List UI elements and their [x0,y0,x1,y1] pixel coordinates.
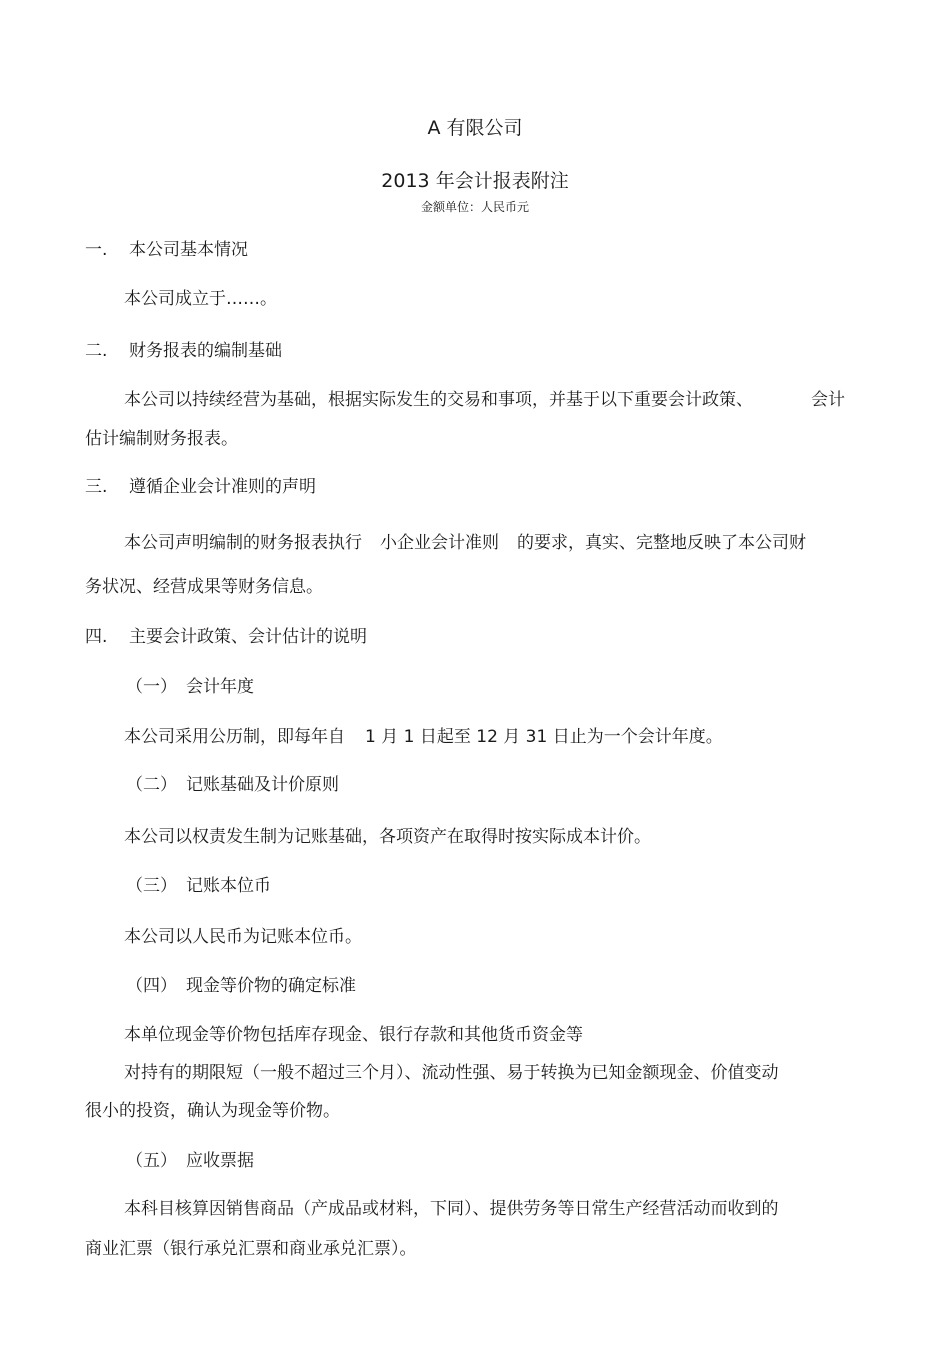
section-heading-4 [85,626,367,648]
paragraph: 本公司成立于……。 [124,289,277,309]
company-name: A 有限公司 [427,117,523,139]
paragraph-line: 本科目核算因销售商品（产成品或材料，下同）、提供劳务等日常生产经营活动而收到的 [124,1199,779,1219]
subsection-heading-1 [126,676,254,698]
subsection-title: 应收票据 [186,1151,254,1171]
section-heading-3 [85,476,316,498]
subsection-heading-4 [126,975,356,997]
subsection-title: 会计年度 [186,677,254,697]
text-run: 本公司声明编制的财务报表执行 [124,533,362,553]
subsection-number: （一） [126,677,177,697]
subsection-title: 记账本位币 [186,876,271,896]
section-title: 财务报表的编制基础 [129,341,282,361]
section-number: 二. [85,341,108,361]
paragraph-line: 商业汇票（银行承兑汇票和商业承兑汇票）。 [85,1239,417,1259]
subsection-number: （三） [126,876,177,896]
subsection-number: （四） [126,976,177,996]
subsection-number: （五） [126,1151,177,1171]
text-run: 的要求，真实、完整地反映了本公司财 [517,533,806,553]
text-run: 本公司以持续经营为基础，根据实际发生的交易和事项，并基于以下重要会计政策、 [124,390,753,410]
unit-note: 金额单位：人民币元 [420,200,529,214]
text-run: 本公司采用公历制，即每年自 [124,727,345,747]
section-title: 主要会计政策、会计估计的说明 [129,627,367,647]
section-title: 本公司基本情况 [129,240,248,260]
paragraph-line: 对持有的期限短（一般不超过三个月）、流动性强、易于转换为已知金额现金、价值变动 [124,1063,779,1083]
paragraph-line [124,726,723,748]
paragraph: 本公司以权责发生制为记账基础，各项资产在取得时按实际成本计价。 [124,827,651,847]
text-run: 小企业会计准则 [380,533,499,553]
section-heading-2 [85,340,282,362]
section-number: 四. [85,627,108,647]
paragraph-line: 本单位现金等价物包括库存现金、银行存款和其他货币资金等 [124,1025,583,1045]
subsection-heading-2 [126,774,339,796]
subsection-heading-5 [126,1150,254,1172]
paragraph-line: 务状况、经营成果等财务信息。 [85,577,323,597]
paragraph-line: 估计编制财务报表。 [85,429,238,449]
text-run: 1 月 1 日起至 12 月 31 日止为一个会计年度。 [365,727,723,747]
section-number: 三. [85,477,108,497]
text-run: 会计 [811,390,845,410]
subsection-title: 现金等价物的确定标准 [186,976,356,996]
paragraph-line [124,532,806,554]
subsection-title: 记账基础及计价原则 [186,775,339,795]
paragraph-line: 很小的投资，确认为现金等价物。 [85,1101,340,1121]
section-heading-1 [85,239,248,261]
report-title: 2013 年会计报表附注 [381,170,569,192]
section-title: 遵循企业会计准则的声明 [129,477,316,497]
subsection-number: （二） [126,775,177,795]
paragraph: 本公司以人民币为记账本位币。 [124,927,362,947]
section-number: 一. [85,240,108,260]
paragraph-line [124,389,845,411]
subsection-heading-3 [126,875,271,897]
